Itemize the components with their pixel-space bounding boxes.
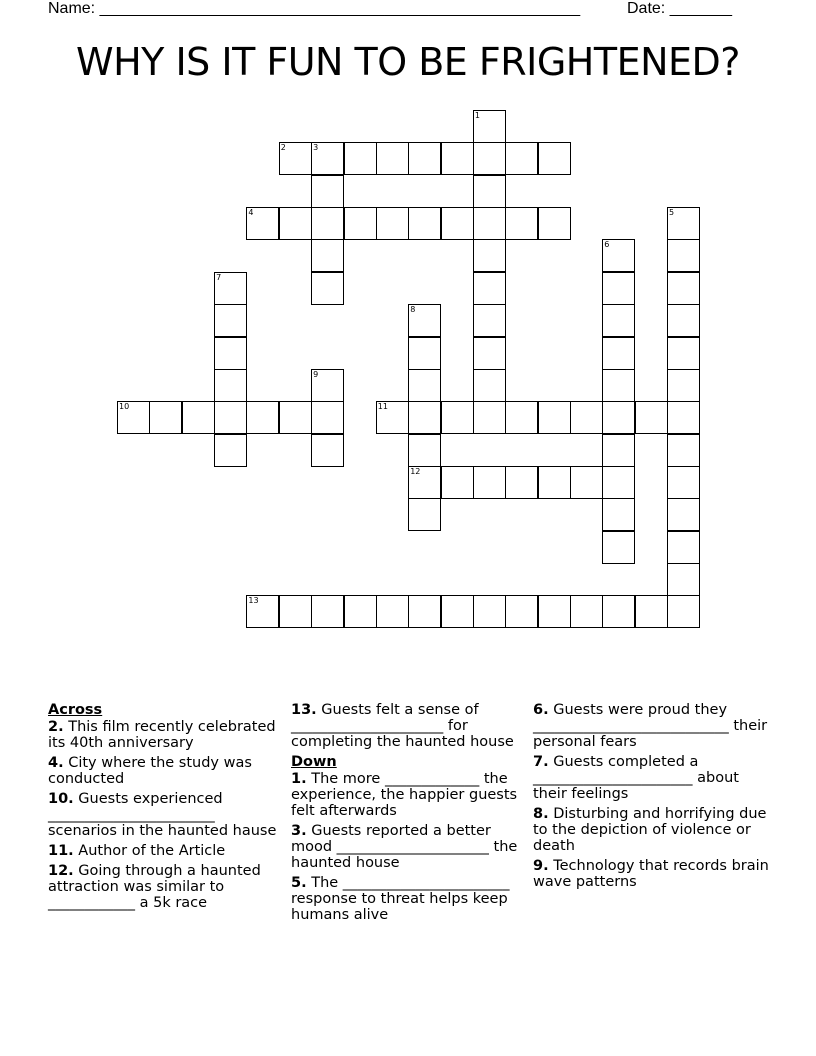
crossword-cell[interactable] [408, 337, 441, 370]
crossword-cell[interactable] [441, 142, 474, 175]
crossword-cell[interactable] [667, 272, 700, 305]
crossword-cell[interactable] [441, 466, 474, 499]
crossword-cell[interactable] [667, 337, 700, 370]
crossword-cell[interactable] [473, 369, 506, 402]
crossword-cell[interactable] [667, 595, 700, 628]
crossword-cell[interactable] [376, 595, 409, 628]
crossword-cell[interactable] [279, 401, 312, 434]
crossword-cell[interactable] [311, 142, 344, 175]
clue-down-5: 5. The _______________________ response to threat helps keep humans alive [291, 875, 510, 923]
crossword-cell[interactable] [602, 531, 635, 564]
crossword-cell[interactable] [214, 401, 247, 434]
crossword-cell[interactable] [473, 401, 506, 434]
crossword-cell[interactable] [117, 401, 150, 434]
crossword-cell[interactable] [473, 175, 506, 208]
crossword-cell[interactable] [538, 142, 571, 175]
crossword-cell[interactable] [667, 531, 700, 564]
clue-down-1: 1. The more _____________ the experience, the happier guests felt afterwards [291, 771, 518, 819]
down-heading: Down [291, 754, 337, 770]
clue-across-12: 12. Going through a haunted attraction was similar to ____________ a 5k race [48, 863, 261, 911]
crossword-cell[interactable] [570, 595, 603, 628]
crossword-cell[interactable] [149, 401, 182, 434]
clue-number: 2 [280, 143, 286, 153]
crossword-cell[interactable] [667, 207, 700, 240]
crossword-cell[interactable] [667, 466, 700, 499]
crossword-cell[interactable] [246, 401, 279, 434]
clues-column-2 [291, 702, 527, 927]
crossword-cell[interactable] [408, 595, 441, 628]
crossword-cell[interactable] [214, 304, 247, 337]
crossword-cell[interactable] [376, 142, 409, 175]
crossword-cell[interactable] [635, 595, 668, 628]
crossword-cell[interactable] [214, 337, 247, 370]
clue-number: 9 [313, 369, 319, 379]
crossword-cell[interactable] [214, 434, 247, 467]
crossword-cell[interactable] [408, 369, 441, 402]
clue-down-8: 8. Disturbing and horrifying due to the depiction of violence or death [533, 806, 767, 854]
clue-number: 4 [248, 208, 254, 218]
date-field-label: Date: _______ [627, 0, 732, 17]
crossword-cell[interactable] [505, 466, 538, 499]
crossword-cell[interactable] [376, 401, 409, 434]
crossword-cell[interactable] [635, 401, 668, 434]
crossword-cell[interactable] [441, 207, 474, 240]
crossword-cell[interactable] [473, 272, 506, 305]
clue-across-4: 4. City where the study was conducted [48, 755, 252, 787]
crossword-cell[interactable] [408, 434, 441, 467]
crossword-cell[interactable] [344, 142, 377, 175]
crossword-cell[interactable] [667, 401, 700, 434]
clue-down-6: 6. Guests were proud they ___________________________ their personal fears [533, 702, 768, 750]
crossword-cell[interactable] [311, 401, 344, 434]
page-title: WHY IS IT FUN TO BE FRIGHTENED? [76, 40, 740, 84]
crossword-cell[interactable] [473, 595, 506, 628]
crossword-cell[interactable] [311, 207, 344, 240]
clues-column-3 [533, 702, 773, 894]
clue-down-7: 7. Guests completed a ______________________ about their feelings [533, 754, 739, 802]
crossword-cell[interactable] [246, 207, 279, 240]
crossword-cell[interactable] [602, 466, 635, 499]
crossword-cell[interactable] [602, 337, 635, 370]
crossword-cell[interactable] [473, 142, 506, 175]
clue-number: 5 [669, 208, 675, 218]
crossword-cell[interactable] [667, 498, 700, 531]
crossword-cell[interactable] [376, 207, 409, 240]
crossword-cell[interactable] [570, 466, 603, 499]
crossword-cell[interactable] [667, 239, 700, 272]
crossword-cell[interactable] [505, 142, 538, 175]
crossword-cell[interactable] [602, 401, 635, 434]
clue-number: 10 [119, 402, 130, 412]
crossword-cell[interactable] [311, 369, 344, 402]
clue-across-13: 13. Guests felt a sense of _____________________ for completing the haunted house [291, 702, 514, 750]
crossword-cell[interactable] [408, 401, 441, 434]
crossword-cell[interactable] [311, 175, 344, 208]
crossword-cell[interactable] [538, 401, 571, 434]
crossword-cell[interactable] [602, 434, 635, 467]
crossword-cell[interactable] [408, 207, 441, 240]
crossword-cell[interactable] [473, 110, 506, 143]
clue-number: 1 [474, 111, 480, 120]
across-heading: Across [48, 702, 103, 718]
crossword-cell[interactable] [279, 142, 312, 175]
crossword-cell[interactable] [473, 207, 506, 240]
crossword-cell[interactable] [505, 595, 538, 628]
crossword-cell[interactable] [246, 595, 279, 628]
crossword-cell[interactable] [344, 595, 377, 628]
crossword-cell[interactable] [602, 239, 635, 272]
crossword-cell[interactable] [505, 401, 538, 434]
crossword-cell[interactable] [214, 369, 247, 402]
crossword-cell[interactable] [408, 466, 441, 499]
crossword-cell[interactable] [473, 337, 506, 370]
crossword-cell[interactable] [441, 401, 474, 434]
crossword-cell[interactable] [311, 272, 344, 305]
clue-number: 8 [410, 305, 416, 315]
crossword-cell[interactable] [344, 207, 377, 240]
crossword-cell[interactable] [441, 595, 474, 628]
clue-number: 3 [313, 143, 319, 153]
crossword-cell[interactable] [538, 207, 571, 240]
clue-number: 6 [604, 240, 610, 250]
crossword-cell[interactable] [602, 498, 635, 531]
clues-column-1 [48, 702, 284, 915]
clue-across-10: 10. Guests experienced _______________________ scenarios in the haunted hause [48, 791, 277, 839]
crossword-cell[interactable] [538, 466, 571, 499]
crossword-cell[interactable] [505, 207, 538, 240]
crossword-cell[interactable] [182, 401, 215, 434]
crossword-cell[interactable] [667, 369, 700, 402]
crossword-cell[interactable] [538, 595, 571, 628]
crossword-cell[interactable] [279, 207, 312, 240]
crossword-cell[interactable] [667, 563, 700, 596]
clue-down-9: 9. Technology that records brain wave patterns [533, 858, 769, 890]
crossword-cell[interactable] [602, 304, 635, 337]
clue-number: 12 [410, 466, 421, 476]
crossword-cell[interactable] [473, 466, 506, 499]
crossword-cell[interactable] [602, 595, 635, 628]
crossword-cell[interactable] [602, 369, 635, 402]
clue-across-2: 2. This film recently celebrated its 40th anniversary [48, 719, 276, 751]
crossword-cell[interactable] [311, 595, 344, 628]
crossword-cell[interactable] [473, 239, 506, 272]
crossword-cell[interactable] [408, 142, 441, 175]
crossword-cell[interactable] [214, 272, 247, 305]
clue-number: 11 [377, 402, 388, 412]
clue-number: 7 [216, 272, 222, 282]
crossword-cell[interactable] [570, 401, 603, 434]
clue-number: 13 [248, 596, 259, 606]
clue-down-3: 3. Guests reported a better mood _____________________ the haunted house [291, 823, 518, 871]
crossword-cell[interactable] [602, 272, 635, 305]
crossword-cell[interactable] [279, 595, 312, 628]
crossword-cell[interactable] [473, 304, 506, 337]
name-field-label: Name: ______________________________________________________ [48, 0, 581, 17]
crossword-cell[interactable] [667, 434, 700, 467]
crossword-cell[interactable] [311, 434, 344, 467]
crossword-cell[interactable] [408, 304, 441, 337]
clue-across-11: 11. Author of the Article [48, 843, 226, 859]
crossword-cell[interactable] [311, 239, 344, 272]
crossword-cell[interactable] [667, 304, 700, 337]
crossword-cell[interactable] [408, 498, 441, 531]
